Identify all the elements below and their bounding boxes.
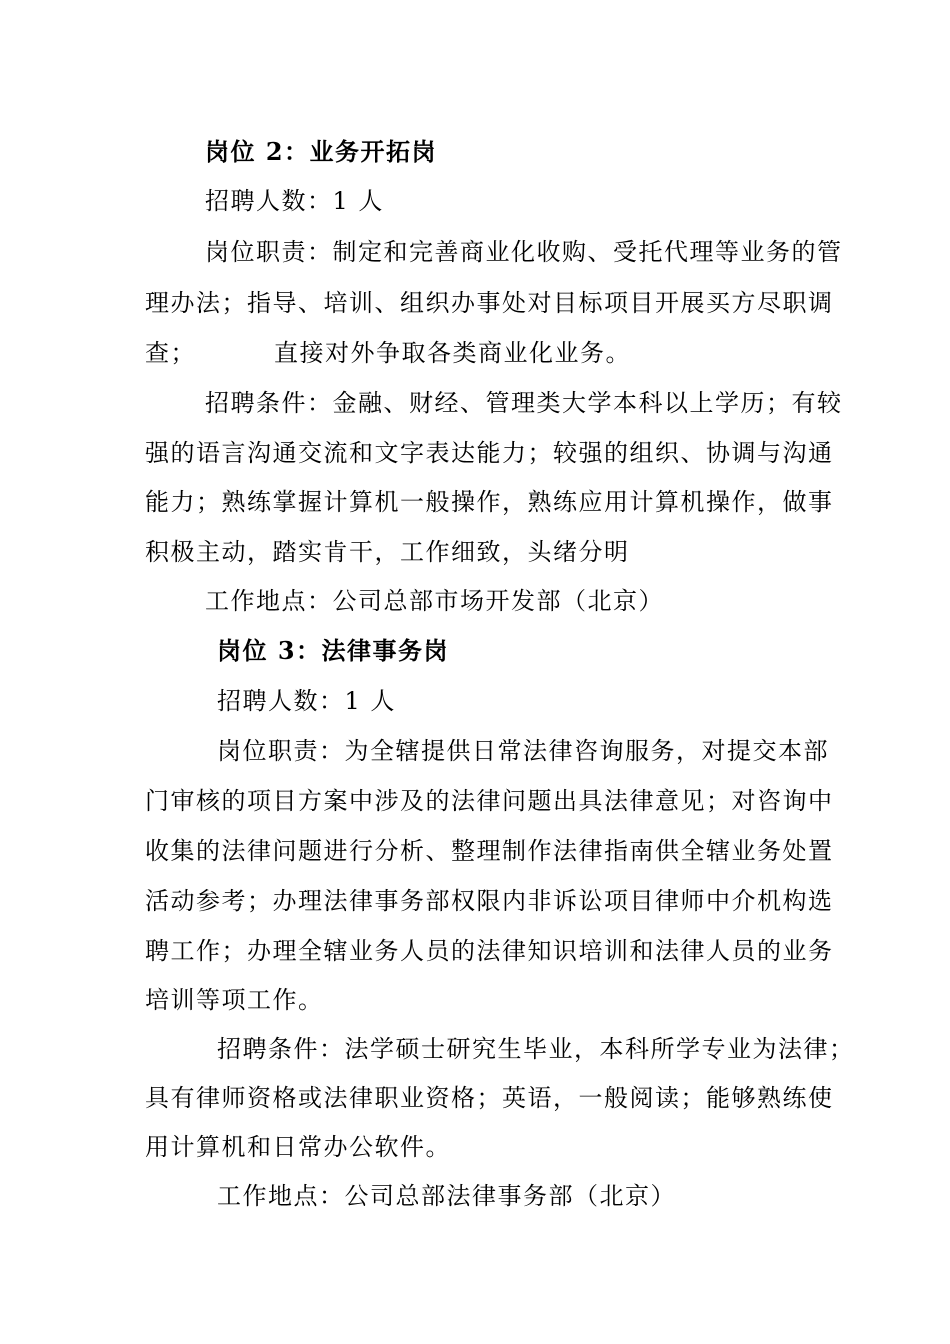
post2-duties-line-1: 岗位职责：制定和完善商业化收购、受托代理等业务的管 [205, 238, 843, 266]
post2-conditions-line-2: 强的语言沟通交流和文字表达能力；较强的组织、协调与沟通 [145, 439, 834, 467]
post2-conditions-line-3: 能力；熟练掌握计算机一般操作，熟练应用计算机操作，做事 [145, 488, 834, 516]
post2-conditions-line-1: 招聘条件：金融、财经、管理类大学本科以上学历；有较 [205, 389, 843, 417]
post3-conditions-line-2: 具有律师资格或法律职业资格；英语，一般阅读；能够熟练使 [145, 1084, 834, 1112]
post2-duties-line-3 [145, 338, 631, 368]
post2-heading: 岗位 2：业务开拓岗 [205, 137, 438, 166]
post3-location: 工作地点：公司总部法律事务部（北京） [217, 1182, 676, 1210]
post2-count: 招聘人数：1 人 [205, 187, 384, 215]
post3-duties-line-2: 门审核的项目方案中涉及的法律问题出具法律意见；对咨询中 [145, 787, 834, 815]
post3-duties-line-4: 活动参考；办理法律事务部权限内非诉讼项目律师中介机构选 [145, 887, 834, 915]
post3-conditions-line-3: 用计算机和日常办公软件。 [145, 1133, 451, 1161]
post3-conditions-line-1: 招聘条件：法学硕士研究生毕业，本科所学专业为法律； [217, 1035, 855, 1063]
post3-duties-line-1: 岗位职责：为全辖提供日常法律咨询服务，对提交本部 [217, 737, 829, 765]
post2-duties-part-a: 查； [145, 339, 196, 367]
post2-conditions-line-4: 积极主动，踏实肯干，工作细致，头绪分明 [145, 538, 630, 566]
post3-duties-line-5: 聘工作；办理全辖业务人员的法律知识培训和法律人员的业务 [145, 937, 834, 965]
post3-duties-line-3: 收集的法律问题进行分析、整理制作法律指南供全辖业务处置 [145, 837, 834, 865]
post3-count: 招聘人数：1 人 [217, 687, 396, 715]
post2-duties-line-2: 理办法；指导、培训、组织办事处对目标项目开展买方尽职调 [145, 289, 834, 317]
post2-duties-part-b: 直接对外争取各类商业化业务。 [274, 339, 631, 367]
post3-heading: 岗位 3：法律事务岗 [217, 636, 450, 665]
post2-location: 工作地点：公司总部市场开发部（北京） [205, 587, 664, 615]
post3-duties-line-6: 培训等项工作。 [145, 986, 324, 1014]
